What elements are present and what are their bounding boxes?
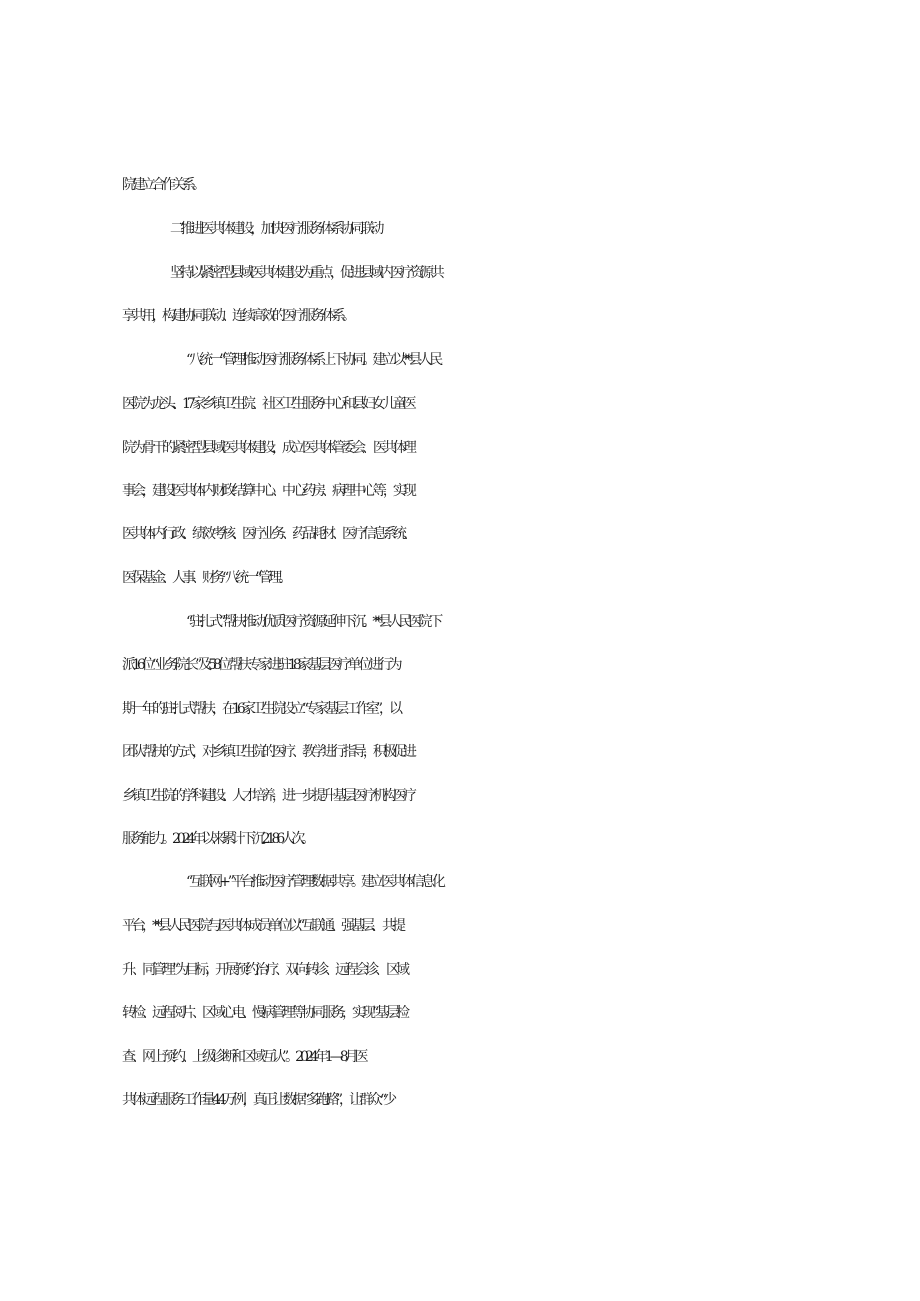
- text-line: 升、同管理”为目标，开展预约治疗、双向转诊、远程会诊、 区域: [122, 962, 407, 978]
- text-line: 服务能力。2024年以来累计下沉2186人次。: [122, 831, 312, 847]
- text-line: “互联网+ ”平台推动医疗管理数据共享。建立医共体信息 化: [186, 874, 442, 890]
- text-line: “八统一”管理推动医疗服务体系上下协同。建立以**县人 民: [186, 352, 440, 368]
- text-line: 院为骨干的紧密型县域医共体建设，成立医共体管委会、 医共体理: [122, 440, 413, 456]
- text-line: 乡镇卫生院的学科建设、人才培养，进一步提升 基层医疗机构医疗: [122, 788, 413, 804]
- text-line: 事会，建设医共体内财政结算中心、中心药房、病理中 心等，实现: [122, 483, 413, 499]
- text-line: “驻扎式”帮扶推动优质医疗资源延伸下沉。**县人民医院 下: [186, 614, 440, 630]
- text-line: 享共用，构建协同联动、连续高效的医疗服务体系。: [122, 308, 352, 324]
- text-line: 坚持以紧密型县域医共体建设为重点，促进县域内医疗资源 共: [170, 265, 441, 281]
- text-line: 期一年的驻扎式帮扶，在16家卫生院设立“专家基层 工作室”，以: [122, 701, 400, 717]
- text-line: 医共体内行政、绩效考核、医疗业务、药品耗材、医 疗信息系统、: [122, 526, 413, 542]
- text-line: 平台，**县人民医院与医共体成员单位以“互联通、强基层、 共提: [122, 918, 403, 934]
- text-line: 转检、远程阅片、区域心电、慢病管理等协同服务，实现“基 层检: [122, 1005, 407, 1021]
- section-heading: 二’推进医共体建设，加快医疗服务体系协同联动: [170, 221, 381, 237]
- text-line: 查、网上预约、上级诊断和区域互认”。2024年1—8月医: [122, 1049, 365, 1065]
- text-line: 团队帮扶的方式，对乡镇卫生院的医疗、教学进行 指导，积极促进: [122, 744, 413, 760]
- text-line: 院建立合作关系。: [122, 177, 202, 193]
- text-line: 派16位“业务院长”及58位帮扶专家进驻18家基层医疗单 位进行为: [122, 657, 399, 673]
- text-line: 医保基金、人事、财务“八统一”管理。: [122, 570, 289, 586]
- text-line: 共体远程服务工作量4. 4万例，真正让数据“多跑路”，让群众 “少: [122, 1092, 394, 1108]
- text-line: 医院为龙头、17家乡镇卫生院、社区卫生服务中心和县妇女 儿童医: [122, 396, 413, 412]
